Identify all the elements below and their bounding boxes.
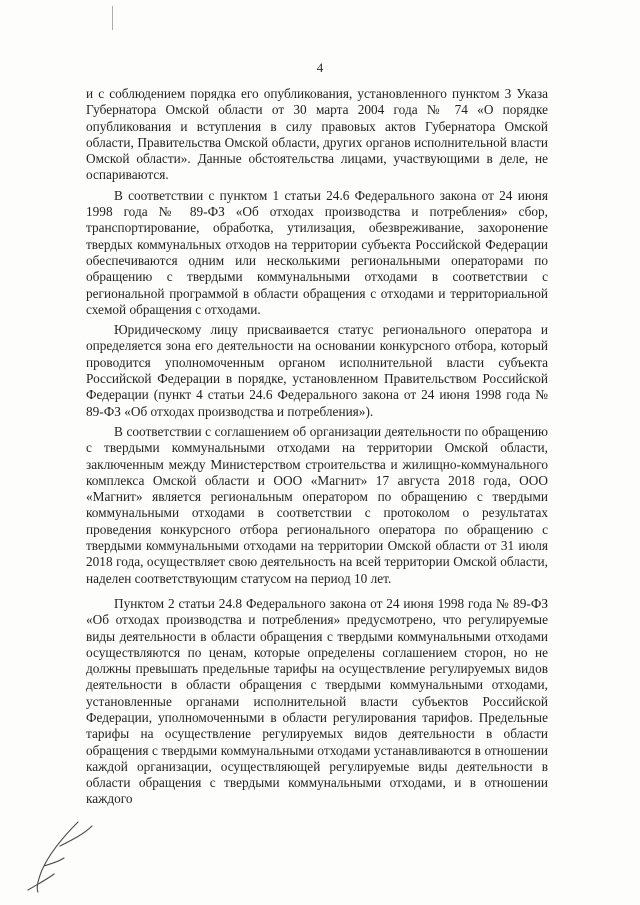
document-body: [86, 86, 548, 808]
paragraph-2: В соответствии с пунктом 1 статьи 24.6 Федерального закона от 24 июня 1998 года № 89-ФЗ «Об отходах производства и потребления» сбор, транспортирование, обработка, утилизация, обезвреживание, захоронение твердых коммунальных отходов на территории субъекта Российской Федерации обеспечиваются одним или несколькими региональными операторами по обращению с твердыми коммунальными отходами в соответствии с региональной программой в области обращения с отходами и территориальной схемой обращения с отходами.: [86, 187, 548, 317]
paragraph-3: Юридическому лицу присваивается статус регионального оператора и определяется зона его деятельности на основании конкурсного отбора, который проводится уполномоченным органом исполнительной власти субъекта Российской Федерации в порядке, установленном Правительством Российской Федерации (пункт 4 статьи 24.6 Федерального закона от 24 июня 1998 года № 89-ФЗ «Об отходах производства и потребления»).: [86, 322, 548, 419]
paragraph-1: и с соблюдением порядка его опубликования, установленного пунктом 3 Указа Губернатора Омской области от 30 марта 2004 года № 74 «О порядке опубликования и вступления в силу правовых актов Губернатора Омской области, Правительства Омской области, других органов исполнительной власти Омской области». Данные обстоятельства лицами, участвующими в деле, не оспариваются.: [86, 86, 548, 183]
paragraph-5: Пунктом 2 статьи 24.8 Федерального закона от 24 июня 1998 года № 89-ФЗ «Об отходах производства и потребления» предусмотрено, что регулируемые виды деятельности в области обращения с твердыми коммунальными отходами осуществляются по ценам, которые определены соглашением сторон, но не должны превышать предельные тарифы на осуществление регулируемых видов деятельности в области обращения с твердыми коммунальными отходами, установленные органами исполнительной власти субъектов Российской Федерации, уполномоченными в области регулирования тарифов. Предельные тарифы на осуществление регулируемых видов деятельности в области обращения с твердыми коммунальными отходами устанавливаются в отношении каждой организации, осуществляющей регулируемые виды деятельности в области обращения с твердыми коммунальными отходами, и в отношении каждого: [86, 595, 548, 807]
paragraph-4: В соответствии с соглашением об организации деятельности по обращению с твердыми коммунальными отходами на территории Омской области, заключенным между Министерством строительства и жилищно-коммунального комплекса Омской области и ООО «Магнит» 17 августа 2018 года, ООО «Магнит» является региональным оператором по обращению с твердыми коммунальными отходами в соответствии с протоколом о результатах проведения конкурсного отбора регионального оператора по обращению с твердыми коммунальными отходами на территории Омской области от 31 июля 2018 года, осуществляет свою деятельность на всей территории Омской области, наделен соответствующим статусом на период 10 лет.: [86, 423, 548, 586]
page-number: 4: [316, 60, 324, 75]
signature-mark: [20, 812, 100, 897]
scan-mark: [112, 6, 117, 30]
